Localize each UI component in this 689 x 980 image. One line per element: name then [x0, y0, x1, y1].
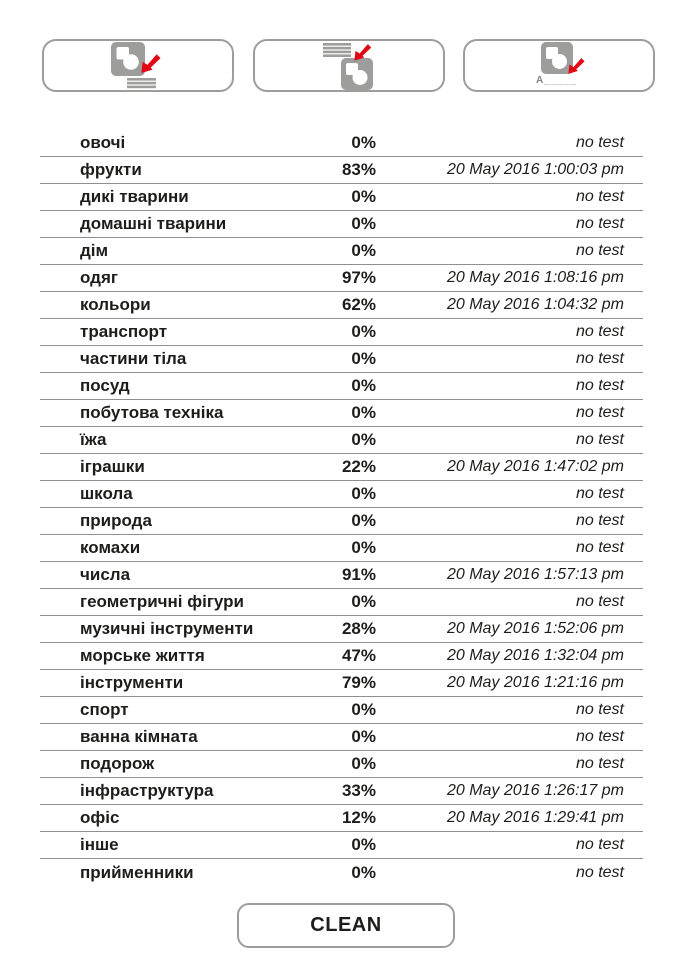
table-row[interactable] [40, 481, 643, 508]
table-row[interactable] [40, 373, 643, 400]
category-name: морське життя [80, 646, 205, 665]
table-row[interactable] [40, 130, 643, 157]
table-row[interactable] [40, 184, 643, 211]
last-test-value: no test [575, 512, 624, 529]
score-percent: 0% [351, 700, 376, 719]
last-test-value: no test [575, 728, 624, 745]
last-test-value: no test [575, 134, 624, 151]
spelling-hint-label: A_____ [536, 74, 578, 86]
score-percent: 97% [341, 268, 376, 287]
last-test-value: no test [575, 539, 624, 556]
score-percent: 47% [341, 646, 376, 665]
last-test-value: no test [575, 215, 624, 232]
table-row[interactable] [40, 859, 643, 886]
table-row[interactable] [40, 616, 643, 643]
score-percent: 0% [351, 322, 376, 341]
table-row[interactable] [40, 751, 643, 778]
category-name: музичні інструменти [80, 619, 254, 638]
last-test-value: no test [575, 350, 624, 367]
score-percent: 0% [351, 511, 376, 530]
category-name: офіс [80, 808, 120, 827]
score-percent: 79% [341, 673, 376, 692]
categories-results-table [40, 130, 643, 886]
category-name: овочі [80, 133, 126, 152]
category-name: інфраструктура [80, 781, 214, 800]
category-name: ванна кімната [80, 727, 198, 746]
score-percent: 0% [351, 754, 376, 773]
score-percent: 0% [351, 187, 376, 206]
category-name: фрукти [80, 160, 142, 179]
category-name: школа [80, 484, 133, 503]
last-test-value: no test [575, 836, 624, 853]
category-name: прийменники [80, 862, 194, 882]
score-percent: 91% [341, 565, 376, 584]
table-row[interactable] [40, 670, 643, 697]
score-percent: 0% [351, 403, 376, 422]
score-percent: 0% [351, 484, 376, 503]
last-test-value: no test [575, 755, 624, 772]
table-row[interactable] [40, 292, 643, 319]
score-percent: 0% [351, 241, 376, 260]
category-name: частини тіла [80, 349, 187, 368]
mode-button-words-to-picture[interactable] [253, 39, 445, 92]
category-name: інструменти [80, 673, 184, 692]
score-percent: 0% [351, 349, 376, 368]
score-percent: 12% [341, 808, 376, 827]
category-name: комахи [80, 538, 141, 557]
table-row[interactable] [40, 724, 643, 751]
score-percent: 83% [341, 160, 376, 179]
category-name: числа [80, 565, 131, 584]
score-percent: 22% [341, 457, 376, 476]
score-percent: 0% [351, 835, 376, 854]
score-percent: 28% [341, 619, 376, 638]
last-test-value: 20 May 2016 1:08:16 pm [446, 269, 624, 286]
table-row[interactable] [40, 508, 643, 535]
table-row[interactable] [40, 238, 643, 265]
words-to-picture-icon [321, 42, 377, 90]
score-percent: 62% [341, 295, 376, 314]
table-row[interactable] [40, 697, 643, 724]
category-name: посуд [80, 376, 130, 395]
last-test-value: no test [575, 404, 624, 421]
last-test-value: no test [575, 377, 624, 394]
table-row[interactable] [40, 589, 643, 616]
last-test-value: 20 May 2016 1:52:06 pm [446, 620, 624, 637]
score-percent: 0% [351, 214, 376, 233]
category-name: домашні тварини [80, 214, 227, 233]
table-row[interactable] [40, 157, 643, 184]
table-row[interactable] [40, 427, 643, 454]
last-test-value: 20 May 2016 1:57:13 pm [446, 566, 624, 583]
score-percent: 0% [351, 727, 376, 746]
category-name: природа [80, 511, 152, 530]
category-name: дім [80, 241, 109, 260]
category-name: подорож [80, 754, 155, 773]
last-test-value: no test [575, 701, 624, 718]
last-test-value: no test [575, 242, 624, 259]
score-percent: 0% [351, 592, 376, 611]
table-row[interactable] [40, 454, 643, 481]
table-row[interactable] [40, 265, 643, 292]
picture-to-spelling-icon [531, 42, 587, 90]
last-test-value: 20 May 2016 1:04:32 pm [446, 296, 624, 313]
last-test-value: 20 May 2016 1:29:41 pm [446, 809, 624, 826]
score-percent: 0% [351, 538, 376, 557]
picture-to-words-icon [110, 42, 166, 90]
score-percent: 0% [351, 430, 376, 449]
category-name: побутова техніка [80, 403, 224, 422]
table-row[interactable] [40, 643, 643, 670]
category-name: кольори [80, 295, 151, 314]
category-name: геометричні фігури [80, 592, 244, 611]
table-row[interactable] [40, 778, 643, 805]
score-percent: 0% [351, 376, 376, 395]
category-name: одяг [80, 268, 118, 287]
category-name: інше [80, 835, 119, 854]
last-test-value: 20 May 2016 1:00:03 pm [446, 161, 624, 178]
category-name: транспорт [80, 322, 168, 341]
score-percent: 0% [351, 862, 376, 882]
mode-button-picture-to-spelling[interactable] [463, 39, 655, 92]
last-test-value: 20 May 2016 1:26:17 pm [446, 782, 624, 799]
last-test-value: 20 May 2016 1:21:16 pm [446, 674, 624, 691]
mode-button-picture-to-words[interactable] [42, 39, 234, 92]
table-row[interactable] [40, 832, 643, 859]
table-row[interactable] [40, 211, 643, 238]
last-test-value: no test [575, 593, 624, 610]
category-name: спорт [80, 700, 129, 719]
category-name: іграшки [80, 457, 145, 476]
table-row[interactable] [40, 400, 643, 427]
category-name: дикі тварини [80, 187, 189, 206]
score-percent: 0% [351, 133, 376, 152]
last-test-value: 20 May 2016 1:47:02 pm [446, 458, 624, 475]
table-row[interactable] [40, 535, 643, 562]
last-test-value: 20 May 2016 1:32:04 pm [446, 647, 624, 664]
score-percent: 33% [341, 781, 376, 800]
table-row[interactable] [40, 319, 643, 346]
last-test-value: no test [575, 323, 624, 340]
last-test-value: no test [575, 188, 624, 205]
last-test-value: no test [575, 863, 624, 881]
table-row[interactable] [40, 805, 643, 832]
last-test-value: no test [575, 431, 624, 448]
table-row[interactable] [40, 562, 643, 589]
category-name: їжа [80, 430, 107, 449]
clean-button[interactable]: CLEAN [237, 903, 455, 948]
table-row[interactable] [40, 346, 643, 373]
quiz-mode-buttons [42, 39, 655, 92]
last-test-value: no test [575, 485, 624, 502]
